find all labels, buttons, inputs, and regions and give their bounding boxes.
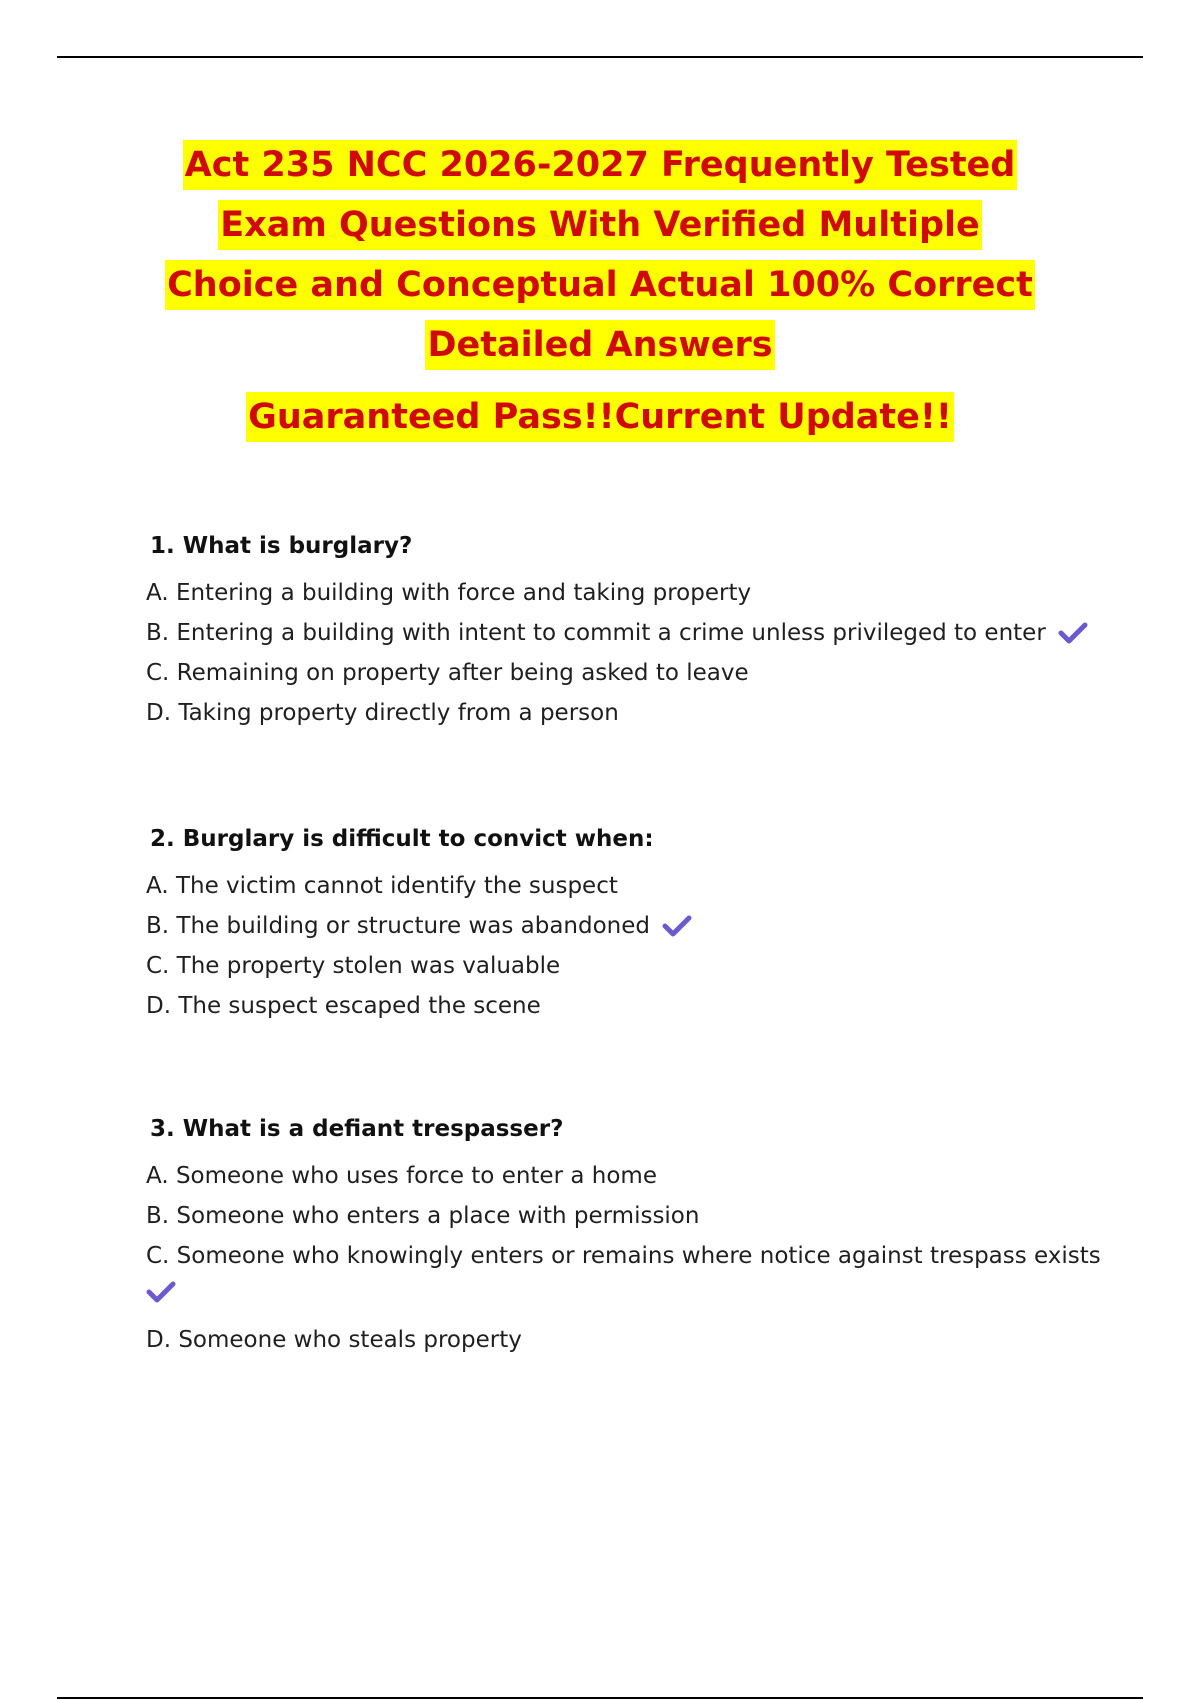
check-icon — [1058, 621, 1088, 645]
option-label: D. Someone who steals property — [146, 1327, 522, 1353]
question-text: 1. What is burglary? — [150, 533, 413, 559]
check-icon — [662, 914, 692, 938]
question-2 — [146, 826, 1106, 1026]
option-d — [146, 986, 1106, 1026]
option-a — [146, 1156, 1106, 1196]
option-label: B. The building or structure was abandoned — [146, 913, 651, 939]
option-d — [146, 1320, 1106, 1360]
option-a — [146, 573, 1106, 613]
option-a — [146, 866, 1106, 906]
option-label: C. Remaining on property after being asked to leave — [146, 660, 749, 686]
option-label: C. Someone who knowingly enters or remains where notice against trespass exists — [146, 1243, 1101, 1269]
title-line-1: Act 235 NCC 2026-2027 Frequently Tested — [183, 140, 1018, 190]
question-3 — [146, 1116, 1106, 1360]
question-text: 3. What is a defiant trespasser? — [150, 1116, 564, 1142]
title-line-2: Exam Questions With Verified Multiple — [218, 200, 982, 250]
option-label: B. Entering a building with intent to commit a crime unless privileged to enter — [146, 620, 1046, 646]
option-label: B. Someone who enters a place with permission — [146, 1203, 700, 1229]
option-label: A. The victim cannot identify the suspect — [146, 873, 618, 899]
check-icon — [146, 1276, 1106, 1320]
option-label: A. Someone who uses force to enter a home — [146, 1163, 657, 1189]
option-c — [146, 946, 1106, 986]
option-b — [146, 1196, 1106, 1236]
question-1 — [146, 533, 1106, 733]
option-d — [146, 693, 1106, 733]
option-label: D. The suspect escaped the scene — [146, 993, 541, 1019]
header-rule — [57, 56, 1143, 58]
option-b — [146, 613, 1106, 653]
document-title-block — [100, 140, 1100, 452]
footer-rule — [57, 1697, 1143, 1699]
title-line-4: Detailed Answers — [425, 320, 774, 370]
document-subtitle: Guaranteed Pass!!Current Update!! — [246, 392, 954, 442]
question-text: 2. Burglary is difficult to convict when: — [150, 826, 654, 852]
option-label: D. Taking property directly from a person — [146, 700, 619, 726]
option-c — [146, 1236, 1106, 1276]
title-line-3: Choice and Conceptual Actual 100% Correct — [165, 260, 1035, 310]
option-b — [146, 906, 1106, 946]
option-c — [146, 653, 1106, 693]
option-label: A. Entering a building with force and taking property — [146, 580, 752, 606]
option-label: C. The property stolen was valuable — [146, 953, 561, 979]
